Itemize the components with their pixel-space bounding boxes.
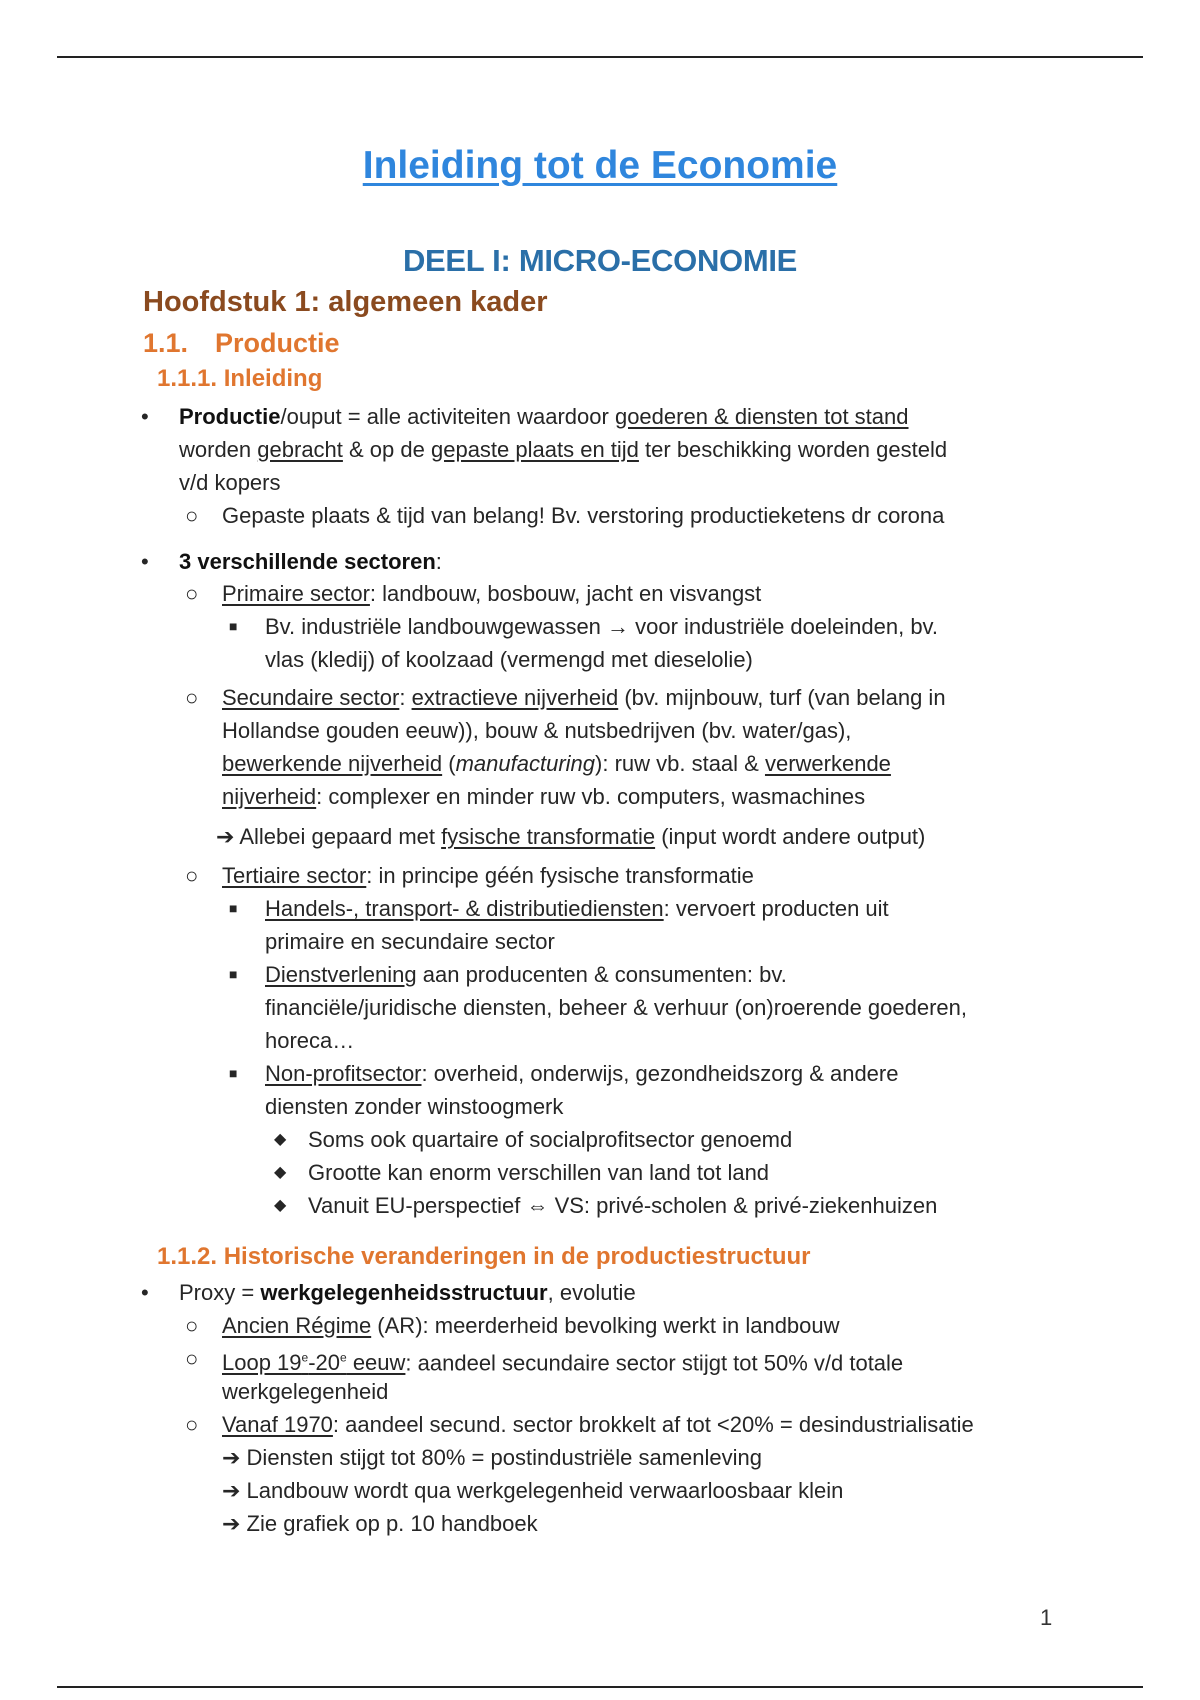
text-line <box>179 433 947 466</box>
text-line: financiële/juridische diensten, beheer & verhuur (on)roerende goederen, <box>265 995 968 1020</box>
text-line <box>222 577 761 610</box>
text-line: vlas (kledij) of koolzaad (vermengd met dieselolie) <box>265 647 753 672</box>
bullet-square-icon: ■ <box>229 900 238 916</box>
underlined-term: Vanaf 1970 <box>222 1412 333 1437</box>
text-span: (AR): meerderheid bevolking werkt in landbouw <box>371 1313 840 1338</box>
text-span: ➔ Allebei gepaard met <box>216 824 442 849</box>
underlined-term: nijverheid <box>222 784 317 809</box>
bullet-disc-icon: • <box>141 404 149 429</box>
underlined-term: Non-profitsector <box>265 1061 422 1086</box>
text-span: Proxy = <box>179 1280 261 1305</box>
text-line: primaire en secundaire sector <box>265 929 555 954</box>
underlined-term: gepaste plaats en tijd <box>430 437 639 462</box>
underlined-term: Tertiaire sector <box>222 863 367 888</box>
text-line <box>179 545 442 578</box>
underlined-term: goederen & diensten tot stand <box>614 404 909 429</box>
bullet-square-icon: ■ <box>229 618 238 634</box>
text-span: aan producenten & consumenten: bv. <box>416 962 787 987</box>
header-rule <box>57 56 1143 58</box>
page-number: 1 <box>1040 1605 1053 1630</box>
text-line: Grootte kan enorm verschillen van land tot land <box>308 1160 770 1185</box>
text-span: : vervoert producten uit <box>663 896 889 921</box>
text-span: ( <box>442 751 456 776</box>
section-label: Productie <box>215 328 340 358</box>
bullet-circle-icon: ○ <box>185 685 199 710</box>
text-line: Gepaste plaats & tijd van belang! Bv. verstoring productieketens dr corona <box>222 503 945 528</box>
bullet-diamond-icon: ◆ <box>274 1197 287 1214</box>
text-span: worden <box>179 437 258 462</box>
text-line: horeca… <box>265 1028 355 1053</box>
text-line <box>265 958 787 991</box>
text-span: : in principe géén fysische transformatie <box>366 863 754 888</box>
subsection-heading-historisch: 1.1.2. Historische veranderingen in de productiestructuur <box>157 1243 811 1270</box>
underlined-term: Dienstverlening <box>265 962 417 987</box>
text-line: v/d kopers <box>179 470 281 495</box>
underlined-term: bewerkende nijverheid <box>222 751 443 776</box>
text-line <box>265 1057 898 1090</box>
text-span: Loop 19 <box>222 1350 302 1376</box>
bold-term: werkgelegenheidsstructuur <box>260 1280 548 1305</box>
underlined-term: Primaire sector <box>222 581 370 606</box>
bullet-circle-icon: ○ <box>185 1412 199 1437</box>
bullet-diamond-icon: ◆ <box>274 1164 287 1181</box>
text-span: eeuw <box>346 1350 406 1376</box>
text-line <box>179 1276 636 1309</box>
underlined-term: Secundaire sector <box>222 685 400 710</box>
text-span: ter beschikking worden gesteld <box>638 437 948 462</box>
text-span: : landbouw, bosbouw, jacht en visvangst <box>369 581 762 606</box>
bullet-circle-icon: ○ <box>185 1313 199 1338</box>
underlined-term: gebracht <box>257 437 343 462</box>
text-line <box>222 1309 840 1342</box>
section-heading <box>143 328 340 359</box>
text-line <box>222 681 946 714</box>
italic-term: manufacturing <box>455 751 596 776</box>
underlined-term: Ancien Régime <box>222 1313 372 1338</box>
underlined-term: fysische transformatie <box>441 824 656 849</box>
bullet-circle-icon: ○ <box>185 1346 199 1371</box>
bullet-disc-icon: • <box>141 549 149 574</box>
text-span: : aandeel secund. sector brokkelt af tot <20% = desindustrialisatie <box>332 1412 974 1437</box>
text-span: -20 <box>308 1350 341 1376</box>
bullet-disc-icon: • <box>141 1280 149 1305</box>
page-title: Inleiding tot de Economie <box>362 144 838 187</box>
text-span: ): ruw vb. staal & <box>595 751 765 776</box>
text-span: (bv. mijnbouw, turf (van belang in <box>618 685 946 710</box>
chapter-heading: Hoofdstuk 1: algemeen kader <box>143 286 548 318</box>
text-line <box>222 747 891 780</box>
underlined-term: extractieve nijverheid <box>411 685 619 710</box>
part-title: DEEL I: MICRO-ECONOMIE <box>402 243 798 278</box>
text-span: : complexer en minder ruw vb. computers, wasmachines <box>316 784 866 809</box>
text-line: werkgelegenheid <box>222 1379 389 1404</box>
arrow-line: ➔ Zie grafiek op p. 10 handboek <box>222 1511 538 1536</box>
bullet-square-icon: ■ <box>229 1065 238 1081</box>
text-line <box>222 859 754 892</box>
text-line: diensten zonder winstoogmerk <box>265 1094 564 1119</box>
arrow-line <box>216 820 925 853</box>
text-line: Vanuit EU-perspectief ⇔ VS: privé-scholen & privé-ziekenhuizen <box>308 1193 938 1218</box>
text-span: : <box>399 685 412 710</box>
bold-term: Productie <box>179 404 281 429</box>
text-line <box>222 1342 903 1379</box>
text-span: : overheid, onderwijs, gezondheidszorg & andere <box>421 1061 899 1086</box>
superscript: e <box>301 1351 309 1365</box>
text-span: : aandeel secundaire sector stijgt tot 50% v/d totale <box>405 1350 904 1376</box>
text-line: Hollandse gouden eeuw)), bouw & nutsbedrijven (bv. water/gas), <box>222 718 852 743</box>
subsection-heading-inleiding: 1.1.1. Inleiding <box>157 365 323 392</box>
superscript: e <box>340 1351 347 1365</box>
underlined-term: Handels-, transport- & distributiediensten <box>265 896 664 921</box>
section-number: 1.1. <box>143 328 189 358</box>
bullet-square-icon: ■ <box>229 966 238 982</box>
bullet-circle-icon: ○ <box>185 503 199 528</box>
underlined-term <box>222 1350 405 1375</box>
text-span: (input wordt andere output) <box>655 824 926 849</box>
text-line <box>222 780 865 813</box>
text-line <box>222 1408 974 1441</box>
arrow-line: ➔ Diensten stijgt tot 80% = postindustriële samenleving <box>222 1445 762 1470</box>
text-line: Bv. industriële landbouwgewassen → voor industriële doeleinden, bv. <box>265 614 939 639</box>
text-span: , evolutie <box>547 1280 636 1305</box>
bullet-circle-icon: ○ <box>185 581 199 606</box>
text-span: & op de <box>342 437 431 462</box>
bullet-circle-icon: ○ <box>185 863 199 888</box>
bullet-diamond-icon: ◆ <box>274 1131 287 1148</box>
text-span: /ouput = alle activiteiten waardoor <box>280 404 615 429</box>
bold-term: 3 verschillende sectoren <box>179 549 436 574</box>
underlined-term: verwerkende <box>764 751 891 776</box>
arrow-line: ➔ Landbouw wordt qua werkgelegenheid verwaarloosbaar klein <box>222 1478 844 1503</box>
text-line: Soms ook quartaire of socialprofitsector genoemd <box>308 1127 793 1152</box>
text-line <box>179 400 909 433</box>
footer-rule <box>57 1686 1143 1688</box>
text-span: : <box>435 549 442 574</box>
text-line <box>265 892 889 925</box>
